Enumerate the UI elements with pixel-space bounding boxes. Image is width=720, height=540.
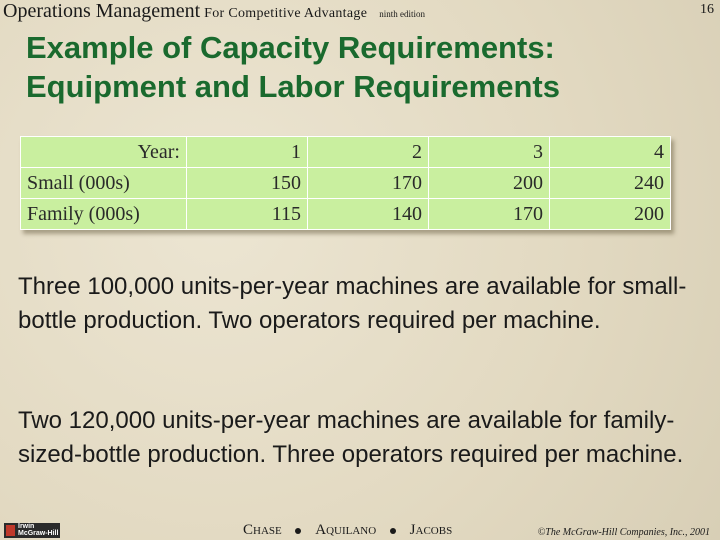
paragraph-small-bottle: Three 100,000 units-per-year machines are available for small-bottle production. Two operators required per machine. [18, 273, 687, 334]
copyright-notice: ©The McGraw-Hill Companies, Inc., 2001 [537, 527, 710, 538]
table-cell: 115 [187, 199, 308, 230]
logo-line-2: McGraw-Hill [18, 530, 59, 537]
edition-label: ninth edition [379, 9, 425, 19]
header [3, 0, 425, 23]
bullet-icon [390, 528, 396, 534]
table-row [21, 199, 671, 230]
author-aquilano: Aquilano [315, 522, 377, 538]
table-cell: 200 [429, 168, 550, 199]
table-cell: 200 [550, 199, 671, 230]
title-line-2: Equipment and Labor Requirements [26, 69, 560, 104]
title-line-1: Example of Capacity Requirements: [26, 30, 555, 65]
table-cell: 240 [550, 168, 671, 199]
author-jacobs: Jacobs [409, 522, 453, 538]
table-header-cell: 1 [187, 137, 308, 168]
slide-title [26, 28, 560, 106]
table-header-cell: 3 [429, 137, 550, 168]
table-row [21, 168, 671, 199]
authors [243, 522, 452, 539]
table-header-row [21, 137, 671, 168]
table-cell: Small (000s) [21, 168, 187, 199]
table-header-cell: 4 [550, 137, 671, 168]
table-cell: 150 [187, 168, 308, 199]
requirements-table [20, 136, 671, 230]
table-header-cell: 2 [308, 137, 429, 168]
bullet-icon [295, 528, 301, 534]
logo-line-1: Irwin [18, 523, 35, 530]
book-title: Operations Management [3, 0, 201, 22]
table-cell: Family (000s) [21, 199, 187, 230]
author-chase: Chase [243, 522, 282, 538]
paragraph-family-bottle: Two 120,000 units-per-year machines are available for family-sized-bottle production. Three operators required per machine. [18, 407, 684, 468]
publisher-logo [4, 523, 60, 538]
table-cell: 170 [308, 168, 429, 199]
table-header-cell: Year: [21, 137, 187, 168]
table-cell: 170 [429, 199, 550, 230]
logo-icon [6, 525, 15, 536]
book-subtitle: For Competitive Advantage [204, 6, 368, 21]
page-number: 16 [700, 2, 714, 17]
table-cell: 140 [308, 199, 429, 230]
